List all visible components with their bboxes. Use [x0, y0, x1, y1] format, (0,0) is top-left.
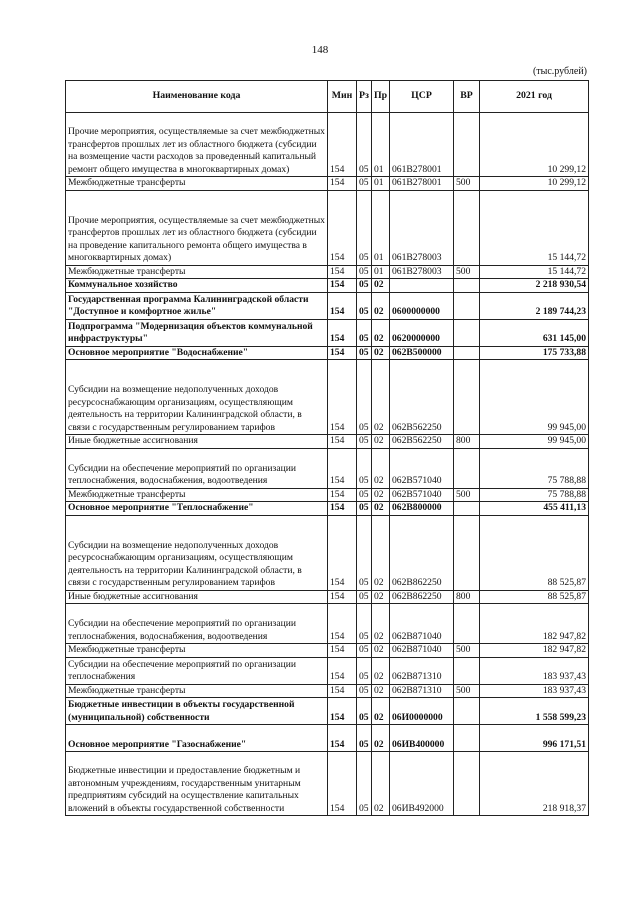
cell-pr: 02: [372, 657, 390, 684]
cell-rz: 05: [357, 488, 372, 502]
cell-name: Основное мероприятие "Водоснабжение": [66, 346, 328, 360]
header-min: Мин: [328, 81, 357, 113]
cell-rz: 05: [357, 725, 372, 752]
cell-name: Бюджетные инвестиции и предоставление бюджетным и автономным учреждениям, государственным унитарным предприятиям субсидий на осуществление капитальных вложений в объекты государственной собственности: [66, 752, 328, 816]
table-row: [66, 752, 589, 816]
cell-name: Субсидии на возмещение недополученных доходов ресурсоснабжающим организациям, осуществляющим деятельность на территории Калининградской области, в связи с государственным регулированием тарифов: [66, 360, 328, 435]
table-row: [66, 515, 589, 590]
cell-sum: 455 411,13: [480, 502, 589, 516]
cell-pr: 02: [372, 644, 390, 658]
table-row: [66, 604, 589, 644]
cell-name: Прочие мероприятия, осуществляемые за счет межбюджетных трансфертов прошлых лет из областного бюджета (субсидии на возмещение части расходов за проведенный капитальный ремонт общего имущества в многоквартирных домах): [66, 113, 328, 177]
cell-csr: 06ИВ492000: [390, 752, 454, 816]
cell-name: Коммунальное хозяйство: [66, 279, 328, 293]
cell-csr: 062В871040: [390, 604, 454, 644]
table-row: [66, 190, 589, 265]
table-row: [66, 113, 589, 177]
cell-csr: 061В278003: [390, 190, 454, 265]
cell-min: 154: [328, 279, 357, 293]
cell-min: 154: [328, 265, 357, 279]
cell-pr: 02: [372, 488, 390, 502]
cell-csr: 062В871040: [390, 644, 454, 658]
cell-sum: 996 171,51: [480, 725, 589, 752]
cell-min: 154: [328, 360, 357, 435]
cell-pr: 02: [372, 448, 390, 488]
cell-name: Основное мероприятие "Теплоснабжение": [66, 502, 328, 516]
cell-pr: 01: [372, 190, 390, 265]
cell-name: Прочие мероприятия, осуществляемые за счет межбюджетных трансфертов прошлых лет из областного бюджета (субсидии на проведение капитального ремонта общего имущества в многоквартирных домах): [66, 190, 328, 265]
cell-min: 154: [328, 698, 357, 725]
cell-name: Межбюджетные трансферты: [66, 644, 328, 658]
table-row: [66, 657, 589, 684]
table-row: [66, 435, 589, 449]
cell-csr: 062В571040: [390, 448, 454, 488]
table-row: [66, 319, 589, 346]
cell-min: 154: [328, 319, 357, 346]
cell-vr: 800: [454, 590, 480, 604]
cell-rz: 05: [357, 265, 372, 279]
cell-rz: 05: [357, 698, 372, 725]
cell-pr: 02: [372, 515, 390, 590]
cell-sum: 75 788,88: [480, 488, 589, 502]
cell-min: 154: [328, 435, 357, 449]
cell-pr: 02: [372, 346, 390, 360]
cell-min: 154: [328, 190, 357, 265]
cell-rz: 05: [357, 279, 372, 293]
cell-vr: [454, 725, 480, 752]
cell-pr: 02: [372, 684, 390, 698]
cell-csr: 062В562250: [390, 435, 454, 449]
header-csr: ЦСР: [390, 81, 454, 113]
table-row: [66, 698, 589, 725]
cell-vr: 500: [454, 488, 480, 502]
units-label: (тыс.рублей): [532, 66, 587, 77]
cell-min: 154: [328, 448, 357, 488]
table-row: [66, 292, 589, 319]
cell-vr: [454, 292, 480, 319]
cell-csr: 0600000000: [390, 292, 454, 319]
header-vr: ВР: [454, 81, 480, 113]
header-name: Наименование кода: [66, 81, 328, 113]
cell-sum: 175 733,88: [480, 346, 589, 360]
cell-vr: [454, 360, 480, 435]
cell-rz: 05: [357, 190, 372, 265]
cell-sum: 182 947,82: [480, 604, 589, 644]
table-row: [66, 448, 589, 488]
cell-name: Субсидии на обеспечение мероприятий по организации теплоснабжения, водоснабжения, водоотведения: [66, 604, 328, 644]
cell-sum: 75 788,88: [480, 448, 589, 488]
cell-name: Межбюджетные трансферты: [66, 684, 328, 698]
header-year: 2021 год: [480, 81, 589, 113]
cell-pr: 02: [372, 698, 390, 725]
cell-pr: 01: [372, 177, 390, 191]
table-body: [66, 113, 589, 816]
cell-vr: [454, 657, 480, 684]
cell-vr: 500: [454, 684, 480, 698]
cell-vr: 500: [454, 265, 480, 279]
cell-sum: 99 945,00: [480, 360, 589, 435]
cell-csr: 062В500000: [390, 346, 454, 360]
cell-sum: 10 299,12: [480, 113, 589, 177]
cell-sum: 183 937,43: [480, 657, 589, 684]
cell-vr: 500: [454, 644, 480, 658]
cell-sum: 15 144,72: [480, 265, 589, 279]
cell-rz: 05: [357, 448, 372, 488]
cell-sum: 182 947,82: [480, 644, 589, 658]
cell-name: Иные бюджетные ассигнования: [66, 590, 328, 604]
cell-pr: 02: [372, 435, 390, 449]
table-row: [66, 265, 589, 279]
cell-min: 154: [328, 684, 357, 698]
cell-rz: 05: [357, 346, 372, 360]
cell-csr: 062В862250: [390, 515, 454, 590]
cell-min: 154: [328, 346, 357, 360]
cell-vr: [454, 604, 480, 644]
cell-min: 154: [328, 515, 357, 590]
cell-rz: 05: [357, 319, 372, 346]
cell-min: 154: [328, 644, 357, 658]
budget-table: [65, 80, 589, 816]
table-row: [66, 177, 589, 191]
cell-name: Основное мероприятие "Газоснабжение": [66, 725, 328, 752]
cell-name: Подпрограмма "Модернизация объектов коммунальной инфраструктуры": [66, 319, 328, 346]
cell-rz: 05: [357, 113, 372, 177]
cell-rz: 05: [357, 684, 372, 698]
cell-rz: 05: [357, 644, 372, 658]
table-row: [66, 279, 589, 293]
cell-min: 154: [328, 488, 357, 502]
cell-sum: 2 189 744,23: [480, 292, 589, 319]
cell-min: 154: [328, 177, 357, 191]
cell-sum: 631 145,00: [480, 319, 589, 346]
cell-csr: [390, 279, 454, 293]
cell-csr: 061В278001: [390, 177, 454, 191]
cell-min: 154: [328, 752, 357, 816]
cell-rz: 05: [357, 177, 372, 191]
cell-vr: [454, 113, 480, 177]
cell-sum: 10 299,12: [480, 177, 589, 191]
cell-sum: 15 144,72: [480, 190, 589, 265]
cell-pr: 01: [372, 265, 390, 279]
cell-vr: [454, 190, 480, 265]
cell-csr: 062В571040: [390, 488, 454, 502]
cell-vr: 800: [454, 435, 480, 449]
cell-sum: 88 525,87: [480, 515, 589, 590]
cell-name: Межбюджетные трансферты: [66, 177, 328, 191]
cell-pr: 02: [372, 292, 390, 319]
table-row: [66, 488, 589, 502]
cell-vr: [454, 448, 480, 488]
cell-csr: 062В871310: [390, 657, 454, 684]
table-row: [66, 346, 589, 360]
page-number: 148: [311, 44, 329, 56]
cell-rz: 05: [357, 590, 372, 604]
cell-csr: 062В562250: [390, 360, 454, 435]
cell-csr: 06ИВ400000: [390, 725, 454, 752]
table-header-row: [66, 81, 589, 113]
table-row: [66, 590, 589, 604]
cell-name: Субсидии на обеспечение мероприятий по организации теплоснабжения: [66, 657, 328, 684]
cell-vr: [454, 698, 480, 725]
cell-name: Межбюджетные трансферты: [66, 265, 328, 279]
cell-csr: 06И0000000: [390, 698, 454, 725]
cell-name: Субсидии на обеспечение мероприятий по организации теплоснабжения, водоснабжения, водоотведения: [66, 448, 328, 488]
cell-sum: 218 918,37: [480, 752, 589, 816]
cell-min: 154: [328, 113, 357, 177]
table-row: [66, 684, 589, 698]
table-row: [66, 360, 589, 435]
cell-sum: 183 937,43: [480, 684, 589, 698]
cell-name: Государственная программа Калининградской области "Доступное и комфортное жилье": [66, 292, 328, 319]
cell-sum: 88 525,87: [480, 590, 589, 604]
cell-min: 154: [328, 590, 357, 604]
cell-pr: 02: [372, 319, 390, 346]
cell-csr: 061В278001: [390, 113, 454, 177]
table-row: [66, 644, 589, 658]
cell-pr: 02: [372, 360, 390, 435]
cell-csr: 061В278003: [390, 265, 454, 279]
cell-rz: 05: [357, 604, 372, 644]
cell-name: Межбюджетные трансферты: [66, 488, 328, 502]
cell-rz: 05: [357, 752, 372, 816]
cell-min: 154: [328, 604, 357, 644]
cell-vr: [454, 752, 480, 816]
cell-name: Бюджетные инвестиции в объекты государственной (муниципальной) собственности: [66, 698, 328, 725]
cell-pr: 02: [372, 604, 390, 644]
cell-sum: 2 218 930,54: [480, 279, 589, 293]
cell-csr: 062В862250: [390, 590, 454, 604]
cell-vr: [454, 515, 480, 590]
cell-pr: 01: [372, 113, 390, 177]
cell-rz: 05: [357, 360, 372, 435]
cell-vr: 500: [454, 177, 480, 191]
header-pr: Пр: [372, 81, 390, 113]
cell-pr: 02: [372, 752, 390, 816]
cell-sum: 99 945,00: [480, 435, 589, 449]
cell-vr: [454, 319, 480, 346]
cell-vr: [454, 502, 480, 516]
cell-name: Субсидии на возмещение недополученных доходов ресурсоснабжающим организациям, осуществляющим деятельность на территории Калининградской области, в связи с государственным регулированием тарифов: [66, 515, 328, 590]
cell-min: 154: [328, 502, 357, 516]
cell-rz: 05: [357, 435, 372, 449]
cell-pr: 02: [372, 590, 390, 604]
cell-csr: 062В800000: [390, 502, 454, 516]
cell-name: Иные бюджетные ассигнования: [66, 435, 328, 449]
cell-csr: 062В871310: [390, 684, 454, 698]
cell-rz: 05: [357, 657, 372, 684]
cell-pr: 02: [372, 502, 390, 516]
cell-min: 154: [328, 725, 357, 752]
cell-pr: 02: [372, 279, 390, 293]
cell-vr: [454, 279, 480, 293]
table-row: [66, 725, 589, 752]
cell-min: 154: [328, 292, 357, 319]
table-row: [66, 502, 589, 516]
cell-rz: 05: [357, 292, 372, 319]
cell-csr: 0620000000: [390, 319, 454, 346]
cell-rz: 05: [357, 502, 372, 516]
header-rz: Рз: [357, 81, 372, 113]
cell-vr: [454, 346, 480, 360]
cell-pr: 02: [372, 725, 390, 752]
cell-sum: 1 558 599,23: [480, 698, 589, 725]
cell-min: 154: [328, 657, 357, 684]
cell-rz: 05: [357, 515, 372, 590]
